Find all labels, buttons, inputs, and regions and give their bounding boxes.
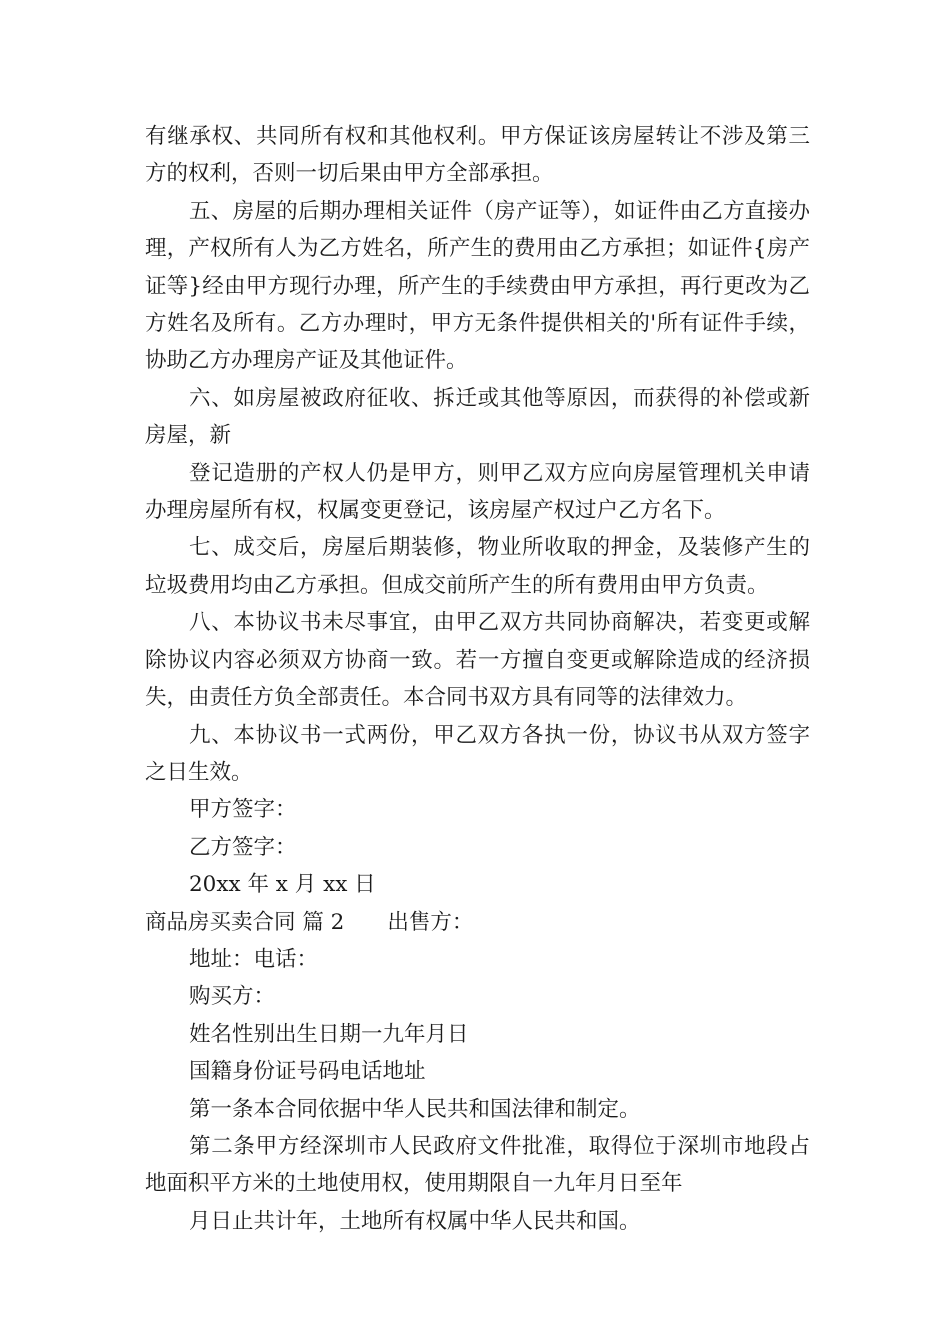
buyer-name-gender-birthdate: 姓名性别出生日期一九年月日 [189, 1021, 469, 1047]
paragraph-clause-7: 七、成交后，房屋后期装修，物业所收取的押金，及装修产生的垃圾费用均由乙方承担。但成交前所产生的所有费用由甲方负责。 [145, 535, 810, 598]
seller-address-phone: 地址：电话： [189, 946, 319, 972]
party-a-signature: 甲方签字： [189, 797, 297, 823]
article-2-continued: 月日止共计年，土地所有权属中华人民共和国。 [189, 1208, 641, 1234]
paragraph-clause-9: 九、本协议书一式两份，甲乙双方各执一份，协议书从双方签字之日生效。 [145, 722, 810, 785]
paragraph-inheritance-rights: 有继承权、共同所有权和其他权利。甲方保证该房屋转让不涉及第三方的权利，否则一切后果由甲方全部承担。 [145, 124, 810, 187]
paragraph-clause-6-continued: 登记造册的产权人仍是甲方，则甲乙双方应向房屋管理机关申请办理房屋所有权，权属变更登记，该房屋产权过户乙方名下。 [145, 460, 810, 524]
article-2: 第二条甲方经深圳市人民政府文件批准，取得位于深圳市地段占地面积平方米的土地使用权，使用期限自一九年月日至年 [145, 1133, 810, 1197]
paragraph-clause-8: 八、本协议书未尽事宜，由甲乙双方共同协商解决，若变更或解除协议内容必须双方协商一致。若一方擅自变更或解除造成的经济损失，由责任方负全部责任。本合同书双方具有同等的法律效力。 [145, 610, 810, 711]
document-body [145, 118, 810, 1240]
buyer-nationality-id-phone-address: 国籍身份证号码电话地址 [189, 1059, 426, 1085]
party-b-signature: 乙方签字： [189, 834, 297, 860]
contract-2-heading: 商品房买卖合同 篇 2 出售方： [145, 909, 474, 935]
buyer-label: 购买方： [189, 984, 276, 1010]
article-1: 第一条本合同依据中华人民共和国法律和制定。 [189, 1096, 641, 1122]
paragraph-clause-5: 五、房屋的后期办理相关证件（房产证等），如证件由乙方直接办理，产权所有人为乙方姓名，所产生的费用由乙方承担；如证件{房产证等}经由甲方现行办理，所产生的手续费由甲方承担，再行更改为乙方姓名及所有。乙方办理时，甲方无条件提供相关的'所有证件手续，协助乙方办理房产证及其他证件。 [145, 198, 810, 374]
signature-date: 20xx 年 x 月 xx 日 [189, 872, 376, 898]
paragraph-clause-6: 六、如房屋被政府征收、拆迁或其他等原因，而获得的补偿或新房屋，新 [145, 385, 810, 449]
